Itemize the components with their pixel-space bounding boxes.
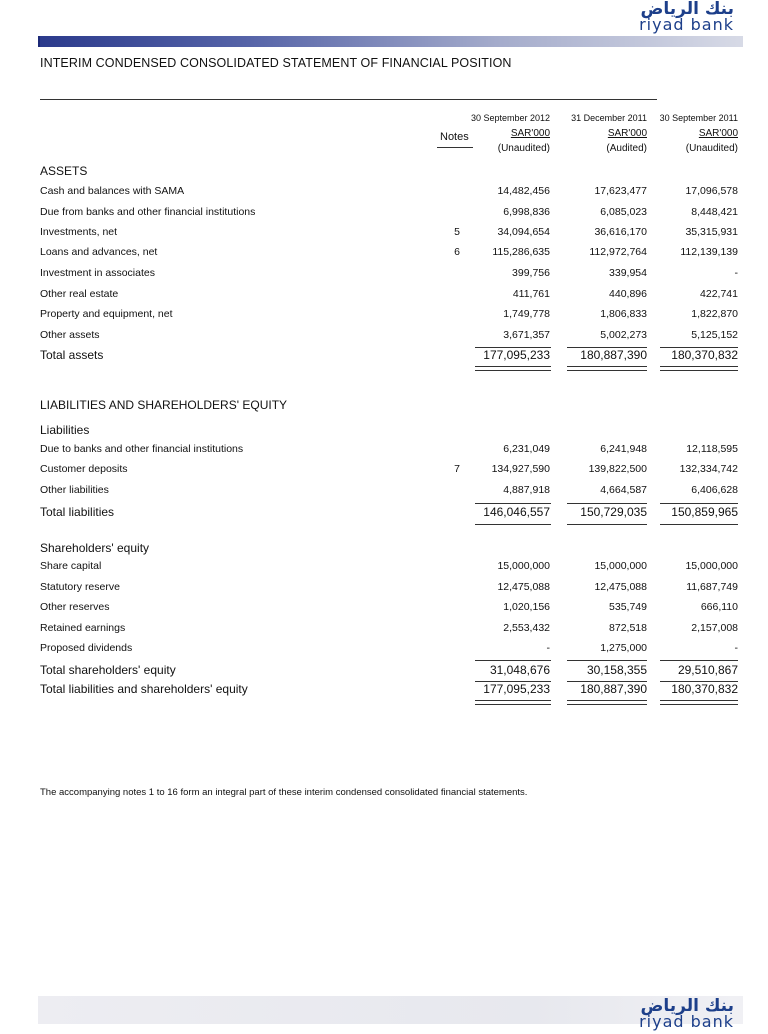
value-sep-2012: 31,048,676 (489, 663, 550, 677)
row-label: Statutory reserve (40, 581, 120, 593)
row-label: Other real estate (40, 288, 119, 300)
row-label: Total assets (40, 348, 104, 362)
row-label: Total liabilities (40, 505, 115, 519)
value-sep-2012: 399,756 (512, 267, 550, 279)
footnote: The accompanying notes 1 to 16 form an integral part of these interim condensed consolidated financial statements. (40, 787, 528, 798)
row-label: Share capital (40, 560, 102, 572)
value-sep-2012: 12,475,088 (497, 581, 550, 593)
table-row (0, 581, 768, 599)
value-dec-2011: 6,241,948 (600, 443, 647, 455)
table-row (0, 288, 768, 306)
value-dec-2011: 30,158,355 (586, 663, 647, 677)
value-sep-2011: 8,448,421 (691, 206, 738, 218)
table-row (0, 622, 768, 640)
row-label: Property and equipment, net (40, 308, 173, 320)
table-row (0, 329, 768, 347)
notes-column-header: Notes (440, 131, 469, 143)
column-header-dec-2011 (557, 111, 647, 156)
value-dec-2011: 5,002,273 (600, 329, 647, 341)
table-row (0, 246, 768, 264)
double-rule (567, 700, 647, 705)
value-sep-2011: - (734, 267, 738, 279)
value-dec-2011: 440,896 (609, 288, 647, 300)
table-row (0, 463, 768, 481)
riyad-bank-footer-logo (594, 998, 734, 1034)
value-dec-2011: 17,623,477 (594, 185, 647, 197)
value-sep-2012: 6,998,836 (503, 206, 550, 218)
value-sep-2011: 1,822,870 (691, 308, 738, 320)
value-sep-2012: 14,482,456 (497, 185, 550, 197)
value-sep-2012: 411,761 (512, 288, 550, 300)
value-sep-2012: 177,095,233 (483, 682, 550, 696)
subtotal-rule (475, 524, 551, 525)
value-sep-2012: 6,231,049 (503, 443, 550, 455)
value-sep-2011: 6,406,628 (691, 484, 738, 496)
row-label: Loans and advances, net (40, 246, 158, 258)
value-sep-2011: 29,510,867 (677, 663, 738, 677)
subtotal-rule (567, 524, 647, 525)
value-sep-2012: 34,094,654 (497, 226, 550, 238)
column-unit: SAR'000 (510, 128, 550, 139)
column-header-sep-2012 (460, 111, 550, 156)
table-row (0, 443, 768, 461)
column-date: 30 September 2011 (659, 113, 738, 123)
value-sep-2011: 35,315,931 (685, 226, 738, 238)
column-header-sep-2011 (648, 111, 738, 156)
table-row (0, 642, 768, 660)
table-row (0, 308, 768, 326)
value-sep-2012: - (546, 642, 550, 654)
subtotal-rule (475, 660, 551, 661)
total-liabilities-row (0, 505, 768, 523)
value-sep-2012: 1,749,778 (503, 308, 550, 320)
double-rule (475, 700, 551, 705)
value-sep-2012: 3,671,357 (503, 329, 550, 341)
value-dec-2011: 139,822,500 (588, 463, 647, 475)
value-sep-2011: 17,096,578 (685, 185, 738, 197)
value-sep-2012: 4,887,918 (503, 484, 550, 496)
value-dec-2011: 872,518 (609, 622, 647, 634)
value-sep-2011: 5,125,152 (691, 329, 738, 341)
subtotal-rule (660, 524, 738, 525)
subtotal-rule (660, 503, 738, 504)
row-label: Investments, net (40, 226, 118, 238)
value-sep-2011: 180,370,832 (671, 348, 738, 362)
value-sep-2012: 115,286,635 (492, 246, 550, 258)
double-rule (475, 366, 551, 371)
row-note: 5 (454, 226, 460, 238)
value-dec-2011: 180,887,390 (580, 348, 647, 362)
value-sep-2011: 180,370,832 (671, 682, 738, 696)
table-row (0, 267, 768, 285)
value-sep-2011: 15,000,000 (685, 560, 738, 572)
value-dec-2011: 1,806,833 (600, 308, 647, 320)
row-label: Total shareholders' equity (40, 663, 176, 677)
value-dec-2011: 6,085,023 (600, 206, 647, 218)
liabilities-heading: Liabilities (40, 423, 90, 437)
subtotal-rule (660, 660, 738, 661)
value-sep-2011: 132,334,742 (679, 463, 738, 475)
row-label: Due to banks and other financial institutions (40, 443, 244, 455)
title-rule (40, 99, 657, 100)
value-dec-2011: 12,475,088 (594, 581, 647, 593)
table-row (0, 185, 768, 203)
value-sep-2011: 12,118,595 (686, 443, 738, 455)
table-row (0, 484, 768, 502)
equity-heading: Shareholders' equity (40, 541, 150, 555)
value-sep-2012: 146,046,557 (483, 505, 550, 519)
value-dec-2011: 150,729,035 (580, 505, 647, 519)
value-sep-2011: 150,859,965 (671, 505, 738, 519)
value-dec-2011: 36,616,170 (594, 226, 647, 238)
header-gradient-bar (38, 36, 743, 47)
row-label: Other assets (40, 329, 100, 341)
value-sep-2011: 422,741 (700, 288, 738, 300)
row-label: Customer deposits (40, 463, 128, 475)
value-dec-2011: 339,954 (609, 267, 647, 279)
value-sep-2012: 1,020,156 (503, 601, 550, 613)
row-label: Other reserves (40, 601, 110, 613)
logo-latin: riyad bank (639, 15, 734, 34)
value-sep-2011: 666,110 (700, 601, 738, 613)
logo-arabic: بنك الرياض (640, 996, 734, 1016)
row-label: Retained earnings (40, 622, 126, 634)
value-dec-2011: 535,749 (609, 601, 647, 613)
row-note: 7 (454, 463, 460, 475)
liabilities-equity-heading: LIABILITIES AND SHAREHOLDERS' EQUITY (40, 398, 288, 412)
value-dec-2011: 4,664,587 (600, 484, 647, 496)
row-label: Cash and balances with SAMA (40, 185, 185, 197)
table-row (0, 601, 768, 619)
value-sep-2011: - (734, 642, 738, 654)
row-note: 6 (454, 246, 460, 258)
subtotal-rule (475, 503, 551, 504)
logo-latin: riyad bank (639, 1012, 734, 1031)
column-unit: SAR'000 (698, 128, 738, 139)
riyad-bank-logo (594, 1, 734, 37)
column-date: 31 December 2011 (571, 113, 647, 123)
value-sep-2011: 2,157,008 (691, 622, 738, 634)
row-label: Total liabilities and shareholders' equity (40, 682, 248, 696)
value-sep-2011: 11,687,749 (686, 581, 738, 593)
header-bar-edge (38, 36, 40, 47)
assets-heading: ASSETS (40, 164, 88, 178)
logo-arabic: بنك الرياض (640, 0, 734, 19)
subtotal-rule (567, 660, 647, 661)
table-row (0, 206, 768, 224)
value-sep-2012: 15,000,000 (497, 560, 550, 572)
grand-total-row (0, 682, 768, 700)
column-status: (Audited) (606, 143, 647, 154)
column-status: (Unaudited) (497, 143, 550, 154)
value-dec-2011: 1,275,000 (600, 642, 647, 654)
column-unit: SAR'000 (607, 128, 647, 139)
value-sep-2012: 134,927,590 (491, 463, 550, 475)
total-assets-row (0, 348, 768, 366)
total-equity-row (0, 663, 768, 681)
value-sep-2012: 2,553,432 (503, 622, 550, 634)
row-label: Investment in associates (40, 267, 155, 279)
row-label: Proposed dividends (40, 642, 133, 654)
row-label: Due from banks and other financial institutions (40, 206, 256, 218)
value-sep-2012: 177,095,233 (483, 348, 550, 362)
column-status: (Unaudited) (685, 143, 738, 154)
table-row (0, 226, 768, 244)
value-dec-2011: 180,887,390 (580, 682, 647, 696)
double-rule (660, 366, 738, 371)
table-row (0, 560, 768, 578)
double-rule (567, 366, 647, 371)
value-dec-2011: 112,972,764 (589, 246, 647, 258)
subtotal-rule (567, 503, 647, 504)
double-rule (660, 700, 738, 705)
value-sep-2011: 112,139,139 (680, 246, 738, 258)
column-date: 30 September 2012 (470, 113, 550, 123)
page-title: INTERIM CONDENSED CONSOLIDATED STATEMENT OF FINANCIAL POSITION (40, 56, 512, 70)
row-label: Other liabilities (40, 484, 109, 496)
value-dec-2011: 15,000,000 (594, 560, 647, 572)
